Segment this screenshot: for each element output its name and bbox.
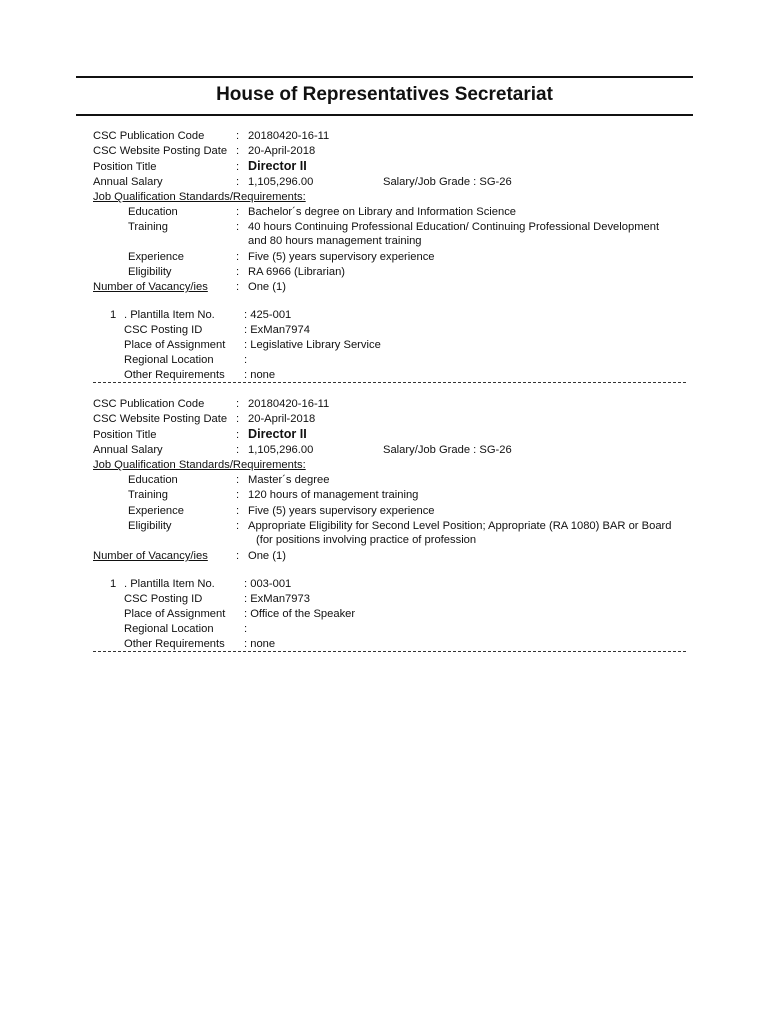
other-requirements-label: Other Requirements — [124, 369, 225, 381]
place-of-assignment-value: : Office of the Speaker — [244, 608, 356, 620]
training-label: Training — [128, 221, 169, 233]
regional-location-label: Regional Location — [124, 623, 214, 635]
csc-posting-id-label: CSC Posting ID — [124, 593, 203, 605]
training-value: 120 hours of management training — [248, 489, 419, 501]
item-number: 1 — [110, 578, 117, 590]
training-value: 40 hours Continuing Professional Education/ Continuing Professional Development — [248, 221, 660, 233]
experience-value: Five (5) years supervisory experience — [248, 505, 435, 517]
colon-separator: : — [236, 520, 240, 532]
place-of-assignment-value: : Legislative Library Service — [244, 339, 381, 351]
other-requirements-value: : none — [244, 638, 276, 650]
plantilla-item-label: . Plantilla Item No. — [124, 578, 215, 590]
colon-separator: : — [236, 413, 240, 425]
eligibility-value: Appropriate Eligibility for Second Level Position; Appropriate (RA 1080) BAR or Board — [248, 520, 672, 532]
education-label: Education — [128, 474, 178, 486]
qualifications-heading: Job Qualification Standards/Requirements: — [93, 191, 306, 203]
posting-date-value: 20-April-2018 — [248, 145, 316, 157]
colon-separator: : — [236, 550, 240, 562]
vacancy-label: Number of Vacancy/ies — [93, 281, 208, 293]
annual-salary-value: 1,105,296.00 — [248, 176, 314, 188]
experience-label: Experience — [128, 505, 184, 517]
eligibility-value: RA 6966 (Librarian) — [248, 266, 346, 278]
colon-separator: : — [236, 130, 240, 142]
eligibility-label: Eligibility — [128, 520, 172, 532]
posting-date-label: CSC Website Posting Date — [93, 413, 228, 425]
colon-separator: : — [236, 429, 240, 441]
colon-separator: : — [236, 444, 240, 456]
publication-code-label: CSC Publication Code — [93, 398, 205, 410]
posting-date-label: CSC Website Posting Date — [93, 145, 228, 157]
colon-separator: : — [236, 251, 240, 263]
qualifications-heading: Job Qualification Standards/Requirements: — [93, 459, 306, 471]
posting-date-value: 20-April-2018 — [248, 413, 316, 425]
experience-value: Five (5) years supervisory experience — [248, 251, 435, 263]
plantilla-item-value: : 425-001 — [244, 309, 292, 321]
colon-separator: : — [236, 145, 240, 157]
annual-salary-label: Annual Salary — [93, 444, 163, 456]
colon-separator: : — [236, 474, 240, 486]
colon-separator: : — [236, 398, 240, 410]
eligibility-value-continued: (for positions involving practice of profession — [256, 534, 477, 546]
education-label: Education — [128, 206, 178, 218]
csc-posting-id-value: : ExMan7973 — [244, 593, 310, 605]
experience-label: Experience — [128, 251, 184, 263]
plantilla-item-label: . Plantilla Item No. — [124, 309, 215, 321]
position-title-value: Director II — [248, 159, 307, 173]
dashed-separator — [93, 382, 686, 383]
position-title-label: Position Title — [93, 161, 157, 173]
eligibility-label: Eligibility — [128, 266, 172, 278]
colon-separator: : — [236, 206, 240, 218]
place-of-assignment-label: Place of Assignment — [124, 339, 226, 351]
csc-posting-id-label: CSC Posting ID — [124, 324, 203, 336]
training-value-continued: and 80 hours management training — [248, 235, 422, 247]
publication-code-label: CSC Publication Code — [93, 130, 205, 142]
colon-separator: : — [236, 266, 240, 278]
regional-location-value: : — [244, 354, 248, 366]
annual-salary-value: 1,105,296.00 — [248, 444, 314, 456]
title-underline — [76, 114, 693, 116]
csc-posting-id-value: : ExMan7974 — [244, 324, 310, 336]
position-title-label: Position Title — [93, 429, 157, 441]
salary-grade: Salary/Job Grade : SG-26 — [383, 444, 512, 456]
education-value: Master´s degree — [248, 474, 330, 486]
training-label: Training — [128, 489, 169, 501]
salary-grade: Salary/Job Grade : SG-26 — [383, 176, 512, 188]
other-requirements-value: : none — [244, 369, 276, 381]
position-title-value: Director II — [248, 427, 307, 441]
education-value: Bachelor´s degree on Library and Information Science — [248, 206, 517, 218]
colon-separator: : — [236, 505, 240, 517]
colon-separator: : — [236, 161, 240, 173]
regional-location-value: : — [244, 623, 248, 635]
colon-separator: : — [236, 221, 240, 233]
vacancy-value: One (1) — [248, 550, 286, 562]
vacancy-label: Number of Vacancy/ies — [93, 550, 208, 562]
publication-code-value: 20180420-16-11 — [248, 130, 330, 142]
regional-location-label: Regional Location — [124, 354, 214, 366]
vacancy-value: One (1) — [248, 281, 286, 293]
colon-separator: : — [236, 281, 240, 293]
document-title: House of Representatives Secretariat — [216, 84, 553, 105]
top-rule — [76, 76, 693, 78]
colon-separator: : — [236, 176, 240, 188]
item-number: 1 — [110, 309, 117, 321]
publication-code-value: 20180420-16-11 — [248, 398, 330, 410]
other-requirements-label: Other Requirements — [124, 638, 225, 650]
dashed-separator — [93, 651, 686, 652]
colon-separator: : — [236, 489, 240, 501]
annual-salary-label: Annual Salary — [93, 176, 163, 188]
plantilla-item-value: : 003-001 — [244, 578, 292, 590]
place-of-assignment-label: Place of Assignment — [124, 608, 226, 620]
